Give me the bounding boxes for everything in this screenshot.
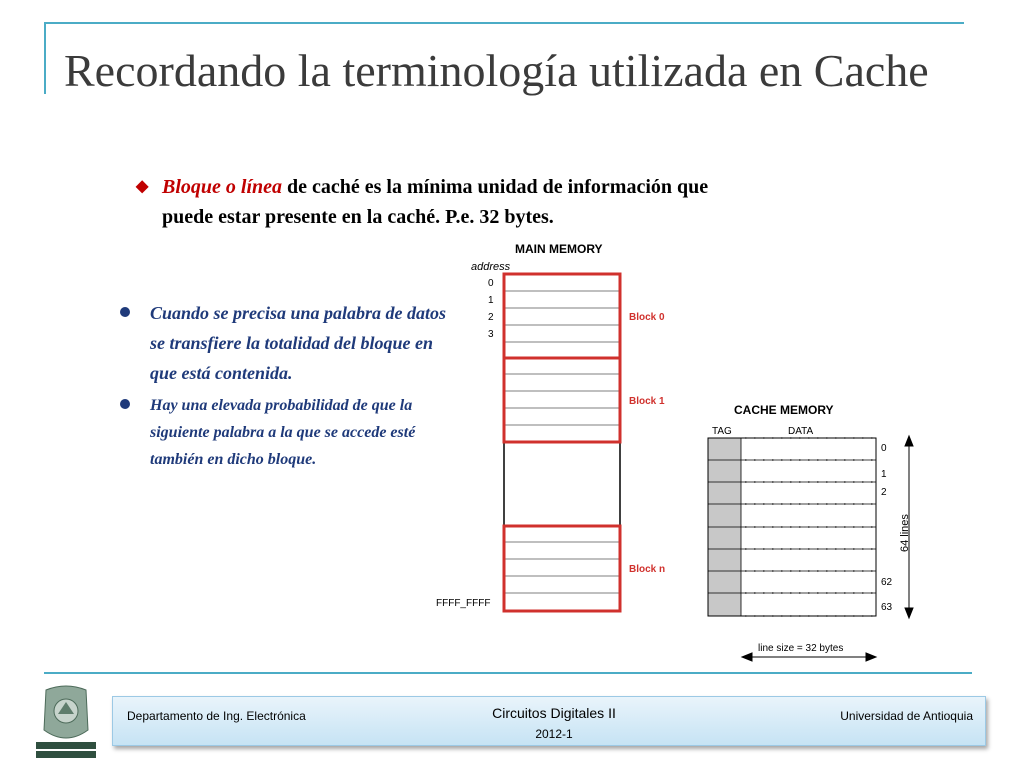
main-bullet-text: [162, 172, 836, 232]
title-left-rule: [44, 22, 46, 94]
university-seal-icon: [34, 684, 98, 764]
sub-bullet-text: Cuando se precisa una palabra de datos se transfiere la totalidad del bloque en que está contenida.: [150, 303, 447, 383]
block-1-frame: [504, 358, 620, 442]
sub-bullet-list: [120, 298, 460, 477]
sub-bullet-text: Hay una elevada probabilidad de que la siguiente palabra a la que se accede esté también en dicho bloque.: [150, 397, 416, 468]
footer-rule: [44, 672, 972, 674]
university-logo: [34, 684, 98, 764]
sub-bullet-item: [120, 298, 460, 388]
cache-line-2: 2: [881, 487, 887, 498]
block-0-label: Block 0: [629, 312, 665, 323]
main-bullet: [136, 172, 836, 232]
footer-box: [112, 696, 986, 746]
tag-label: TAG: [712, 426, 732, 437]
cache-diagram: [420, 236, 940, 666]
footer-university: Universidad de Antioquia: [840, 709, 973, 723]
footer-year: 2012-1: [535, 727, 573, 741]
address-0: 0: [488, 278, 494, 289]
main-bullet-line1: de caché es la mínima unidad de información que: [282, 176, 709, 198]
cache-line-1: 1: [881, 469, 887, 480]
bullet-dot-icon: [120, 307, 130, 317]
block-n-label: Block n: [629, 564, 666, 575]
main-bullet-highlight: Bloque o línea: [162, 176, 283, 198]
block-0-frame: [504, 274, 620, 358]
address-1: 1: [488, 295, 494, 306]
cache-line-63: 63: [881, 602, 893, 613]
block-1-label: Block 1: [629, 396, 665, 407]
cache-memory-title: CACHE MEMORY: [734, 403, 834, 417]
footer-department: Departamento de Ing. Electrónica: [127, 709, 306, 723]
line-size-arrow: [742, 653, 876, 661]
diamond-bullet-icon: ◆: [136, 178, 149, 195]
main-memory-title: MAIN MEMORY: [515, 242, 603, 256]
sub-bullet-item: [120, 392, 460, 473]
last-address: FFFF_FFFF: [436, 598, 491, 609]
address-3: 3: [488, 329, 494, 340]
cache-line-0: 0: [881, 443, 887, 454]
data-label: DATA: [788, 426, 814, 437]
bullet-dot-icon: [120, 399, 130, 409]
main-bullet-line2: puede estar presente en la caché. P.e. 32 bytes.: [162, 206, 554, 228]
lines-count-label: 64 lines: [899, 514, 911, 552]
line-size-label: line size = 32 bytes: [758, 643, 844, 654]
footer-course: Circuitos Digitales II: [492, 705, 616, 721]
address-label: address: [471, 261, 511, 273]
address-2: 2: [488, 312, 494, 323]
cache-line-62: 62: [881, 577, 893, 588]
block-n-frame: [504, 526, 620, 611]
slide-title: Recordando la terminología utilizada en Cache: [64, 45, 929, 96]
title-top-rule: [44, 22, 964, 24]
